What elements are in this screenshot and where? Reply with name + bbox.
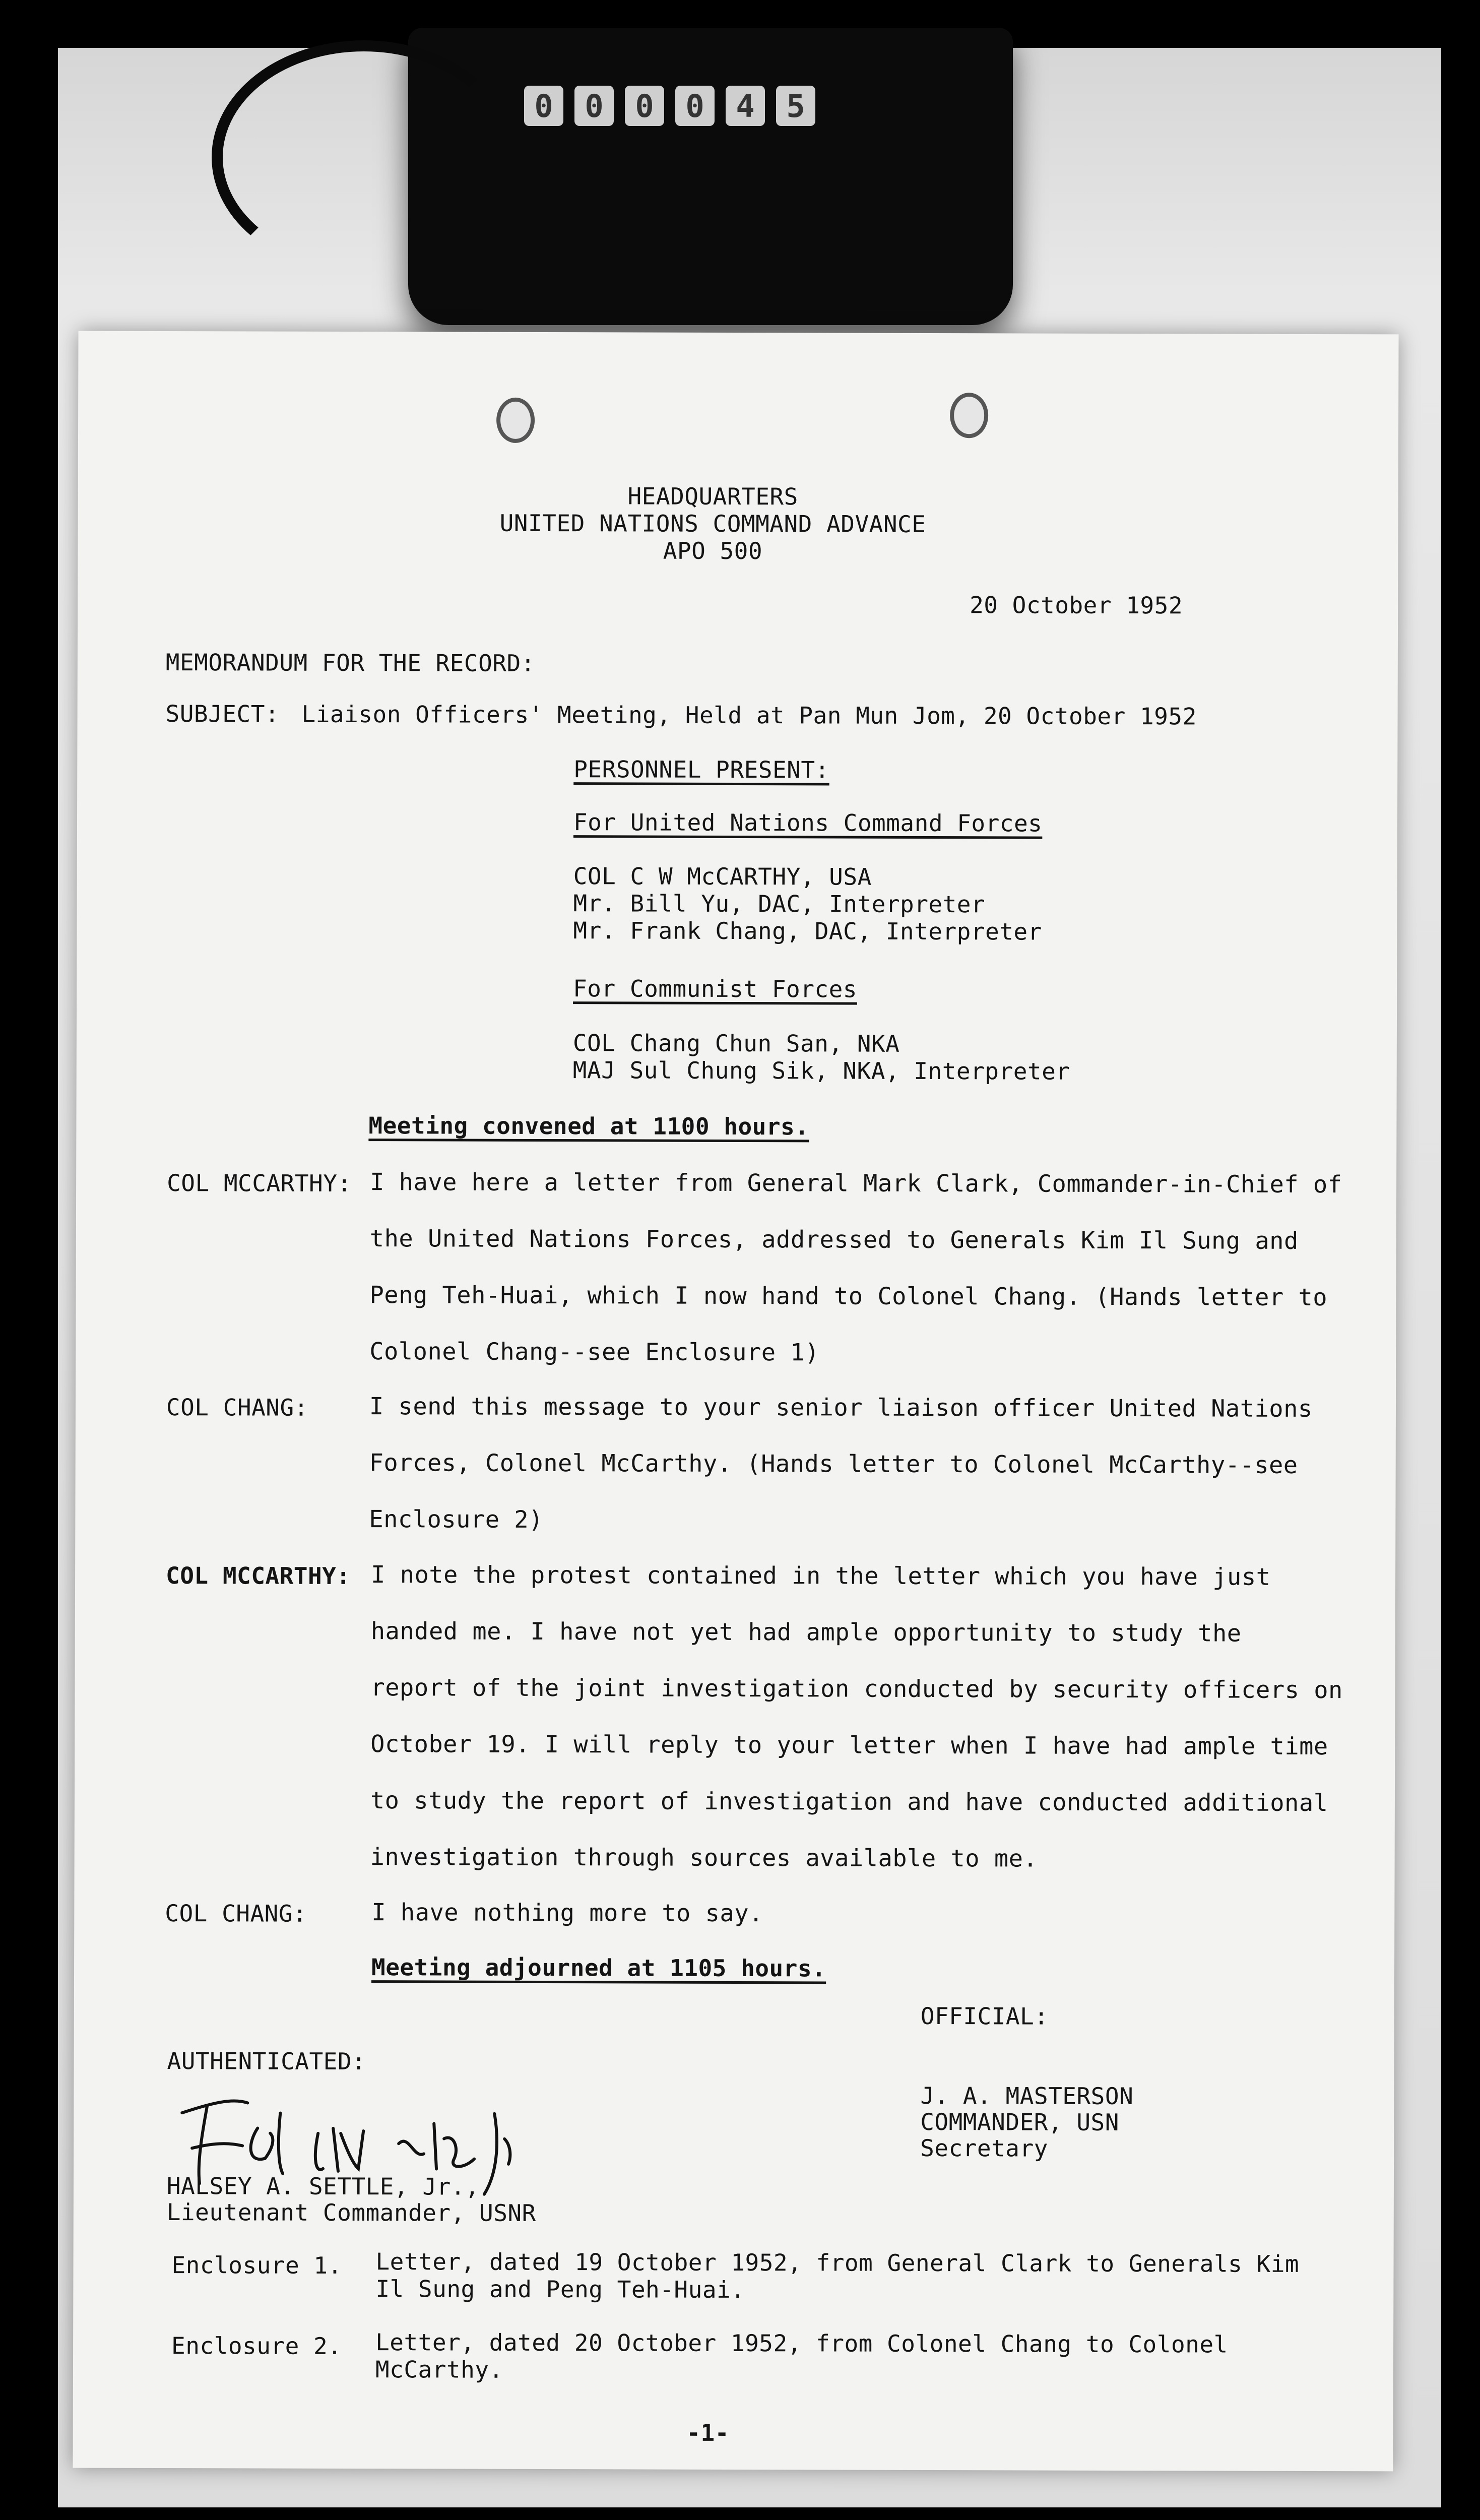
communist-member: MAJ Sul Chung Sik, NKA, Interpreter	[572, 1056, 1070, 1085]
un-forces-heading: For United Nations Command Forces	[573, 808, 1043, 837]
memo-date: 20 October 1952	[970, 591, 1183, 619]
counter-digit: 0	[625, 86, 664, 126]
personnel-heading: PERSONNEL PRESENT:	[573, 755, 829, 784]
subject-label: SUBJECT:	[165, 700, 280, 728]
dialogue-line: Enclosure 2)	[369, 1505, 544, 1534]
enclosure-line: McCarthy.	[375, 2356, 503, 2383]
enclosure-line: Letter, dated 20 October 1952, from Colonel Chang to Colonel	[375, 2328, 1228, 2358]
dialogue-line: I have here a letter from General Mark Clark, Commander-in-Chief of	[370, 1168, 1342, 1199]
counter-digit: 0	[675, 86, 715, 126]
speaker-label: COL CHANG:	[165, 1900, 307, 1927]
page-number: -1-	[686, 2419, 730, 2446]
enclosure-label: Enclosure 1.	[171, 2251, 342, 2279]
official-title: Secretary	[920, 2134, 1048, 2162]
authenticated-rank: Lieutenant Commander, USNR	[166, 2198, 536, 2227]
speaker-label: COL MCCARTHY:	[167, 1169, 352, 1198]
clip-counter	[524, 86, 877, 131]
dialogue-line: October 19. I will reply to your letter when I have had ample time	[370, 1730, 1328, 1761]
enclosure-line: Il Sung and Peng Teh-Huai.	[375, 2275, 745, 2304]
header-line-1: HEADQUARTERS	[627, 482, 798, 511]
official-name: J. A. MASTERSON	[920, 2082, 1134, 2110]
un-member: COL C W McCARTHY, USA	[573, 862, 872, 891]
speaker-label: COL CHANG:	[166, 1394, 308, 1421]
official-label: OFFICIAL:	[920, 2002, 1049, 2030]
dialogue-line: report of the joint investigation conducted by security officers on	[370, 1674, 1343, 1705]
counter-digit: 0	[574, 86, 614, 126]
dialogue-line: investigation through sources available to me.	[370, 1843, 1038, 1873]
enclosure-label: Enclosure 2.	[171, 2332, 342, 2360]
counter-digit: 0	[524, 86, 563, 126]
meeting-adjourned: Meeting adjourned at 1105 hours.	[371, 1954, 826, 1982]
dialogue-line: I note the protest contained in the letter which you have just	[371, 1561, 1271, 1591]
authenticated-label: AUTHENTICATED:	[167, 2047, 366, 2075]
dialogue-line: the United Nations Forces, addressed to Generals Kim Il Sung and	[369, 1225, 1299, 1255]
dialogue-line: Colonel Chang--see Enclosure 1)	[369, 1338, 820, 1367]
dialogue-line: to study the report of investigation and have conducted additional	[370, 1787, 1328, 1817]
subject-text: Liaison Officers' Meeting, Held at Pan Mun Jom, 20 October 1952	[301, 700, 1197, 730]
speaker-label: COL MCCARTHY:	[166, 1562, 351, 1590]
authenticated-name: HALSEY A. SETTLE, Jr.,	[166, 2172, 480, 2200]
memo-page	[73, 331, 1398, 2472]
communist-forces-heading: For Communist Forces	[573, 975, 858, 1003]
un-member: Mr. Bill Yu, DAC, Interpreter	[573, 890, 986, 918]
official-rank: COMMANDER, USN	[920, 2108, 1120, 2136]
communist-member: COL Chang Chun San, NKA	[572, 1029, 900, 1057]
counter-digit: 5	[776, 86, 815, 126]
dialogue-line: handed me. I have not yet had ample opportunity to study the	[370, 1617, 1242, 1648]
header-line-2: UNITED NATIONS COMMAND ADVANCE	[499, 509, 926, 538]
dialogue-line: Forces, Colonel McCarthy. (Hands letter to Colonel McCarthy--see	[369, 1449, 1298, 1479]
meeting-convened: Meeting convened at 1100 hours.	[368, 1112, 809, 1141]
header-line-3: APO 500	[663, 537, 763, 565]
punch-hole	[950, 393, 988, 438]
dialogue-line: I have nothing more to say.	[371, 1899, 763, 1928]
counter-digit: 4	[726, 86, 765, 126]
memo-label: MEMORANDUM FOR THE RECORD:	[165, 649, 535, 677]
punch-hole	[496, 398, 535, 443]
enclosure-line: Letter, dated 19 October 1952, from General Clark to Generals Kim	[375, 2248, 1300, 2278]
clip-wire	[212, 40, 516, 274]
dialogue-line: Peng Teh-Huai, which I now hand to Colonel Chang. (Hands letter to	[369, 1281, 1328, 1312]
un-member: Mr. Frank Chang, DAC, Interpreter	[573, 917, 1042, 946]
dialogue-line: I send this message to your senior liaison officer United Nations	[369, 1393, 1313, 1423]
